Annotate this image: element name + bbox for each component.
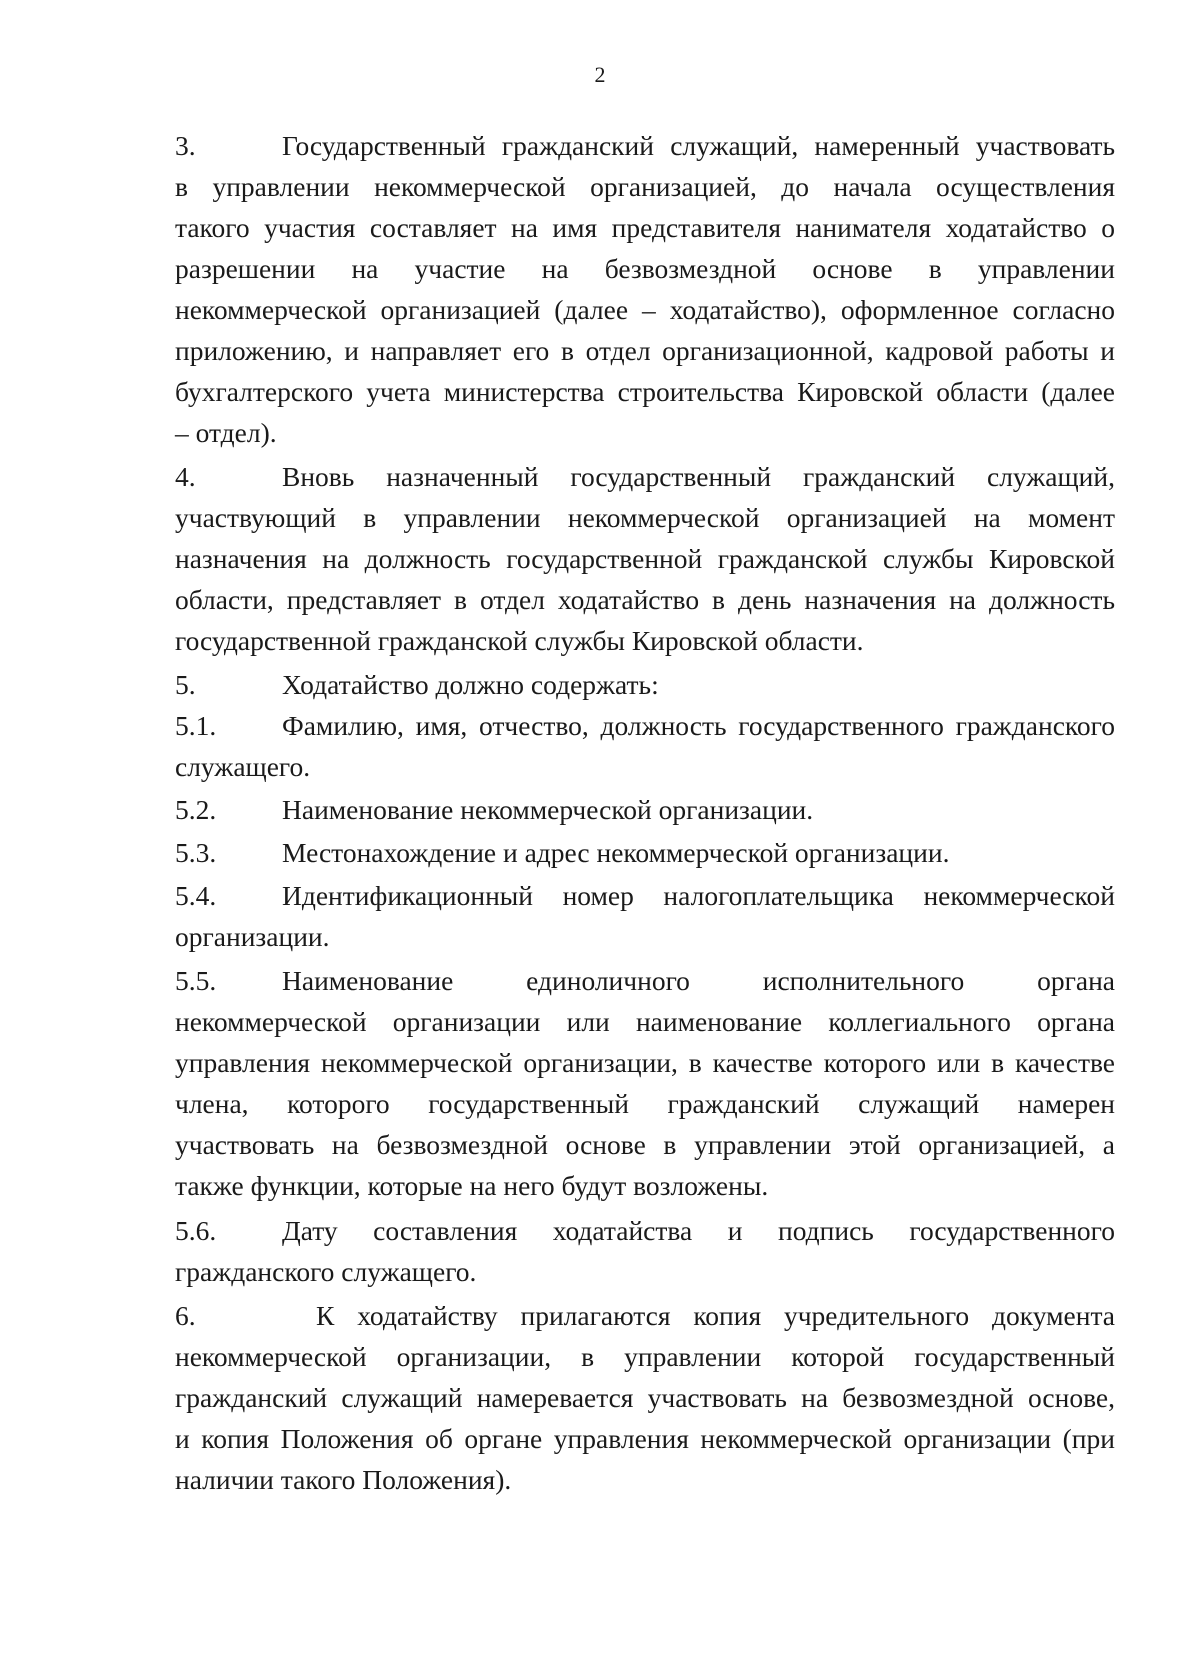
paragraph-line: приложению, и направляет его в отдел организационной, кадровой работы и <box>175 335 1115 366</box>
paragraph-line: бухгалтерского учета министерства строительства Кировской области (далее <box>175 376 1115 407</box>
paragraph-line: гражданский служащий намеревается участвовать на безвозмездной основе, <box>175 1382 1115 1413</box>
paragraph-line: Местонахождение и адрес некоммерческой организации. <box>282 837 950 868</box>
paragraph-line: служащего. <box>175 751 311 782</box>
paragraph-number: 5. <box>175 669 196 700</box>
paragraph-line: – отдел). <box>175 417 277 448</box>
paragraph-line: некоммерческой организацией (далее – ходатайство), оформленное согласно <box>175 294 1115 325</box>
paragraph-number: 5.2. <box>175 794 217 825</box>
paragraph-line: Дату составления ходатайства и подпись государственного <box>282 1215 1115 1246</box>
paragraph-number: 3. <box>175 130 196 161</box>
paragraph-number: 5.4. <box>175 880 217 911</box>
paragraph-line: некоммерческой организации или наименование коллегиального органа <box>175 1006 1115 1037</box>
paragraph-line: в управлении некоммерческой организацией, до начала осуществления <box>175 171 1115 202</box>
paragraph-line: такого участия составляет на имя представителя нанимателя ходатайство о <box>175 212 1115 243</box>
paragraph-line: Государственный гражданский служащий, намеренный участвовать <box>282 130 1115 161</box>
paragraph-line: Ходатайство должно содержать: <box>282 669 659 700</box>
paragraph-line: Фамилию, имя, отчество, должность государственного гражданского <box>282 710 1115 741</box>
paragraph-line: организации. <box>175 921 330 952</box>
paragraph-line: государственной гражданской службы Кировской области. <box>175 625 864 656</box>
paragraph-line: члена, которого государственный гражданский служащий намерен <box>175 1088 1115 1119</box>
paragraph-line: гражданского служащего. <box>175 1256 477 1287</box>
paragraph-line: Идентификационный номер налогоплательщика некоммерческой <box>282 880 1115 911</box>
paragraph-line: назначения на должность государственной гражданской службы Кировской <box>175 543 1115 574</box>
paragraph-number: 5.5. <box>175 965 217 996</box>
paragraph-number: 4. <box>175 461 196 492</box>
paragraph-number: 5.3. <box>175 837 217 868</box>
paragraph-line: Наименование некоммерческой организации. <box>282 794 814 825</box>
paragraph-line: К ходатайству прилагаются копия учредительного документа <box>316 1300 1115 1331</box>
paragraph-line: разрешении на участие на безвозмездной основе в управлении <box>175 253 1115 284</box>
paragraph-line: Вновь назначенный государственный гражданский служащий, <box>282 461 1115 492</box>
paragraph-line: и копия Положения об органе управления некоммерческой организации (при <box>175 1423 1115 1454</box>
paragraph-line: Наименование единоличного исполнительного органа <box>282 965 1115 996</box>
paragraph-number: 6. <box>175 1300 196 1331</box>
paragraph-number: 5.6. <box>175 1215 217 1246</box>
paragraph-line: наличии такого Положения). <box>175 1464 512 1495</box>
paragraph-line: также функции, которые на него будут возложены. <box>175 1170 769 1201</box>
paragraph-line: участвовать на безвозмездной основе в управлении этой организацией, а <box>175 1129 1115 1160</box>
paragraph-line: некоммерческой организации, в управлении которой государственный <box>175 1341 1115 1372</box>
paragraph-number: 5.1. <box>175 710 217 741</box>
page-number: 2 <box>594 62 606 87</box>
paragraph-line: управления некоммерческой организации, в качестве которого или в качестве <box>175 1047 1115 1078</box>
paragraph-line: области, представляет в отдел ходатайство в день назначения на должность <box>175 584 1115 615</box>
paragraph-line: участвующий в управлении некоммерческой организацией на момент <box>175 502 1115 533</box>
